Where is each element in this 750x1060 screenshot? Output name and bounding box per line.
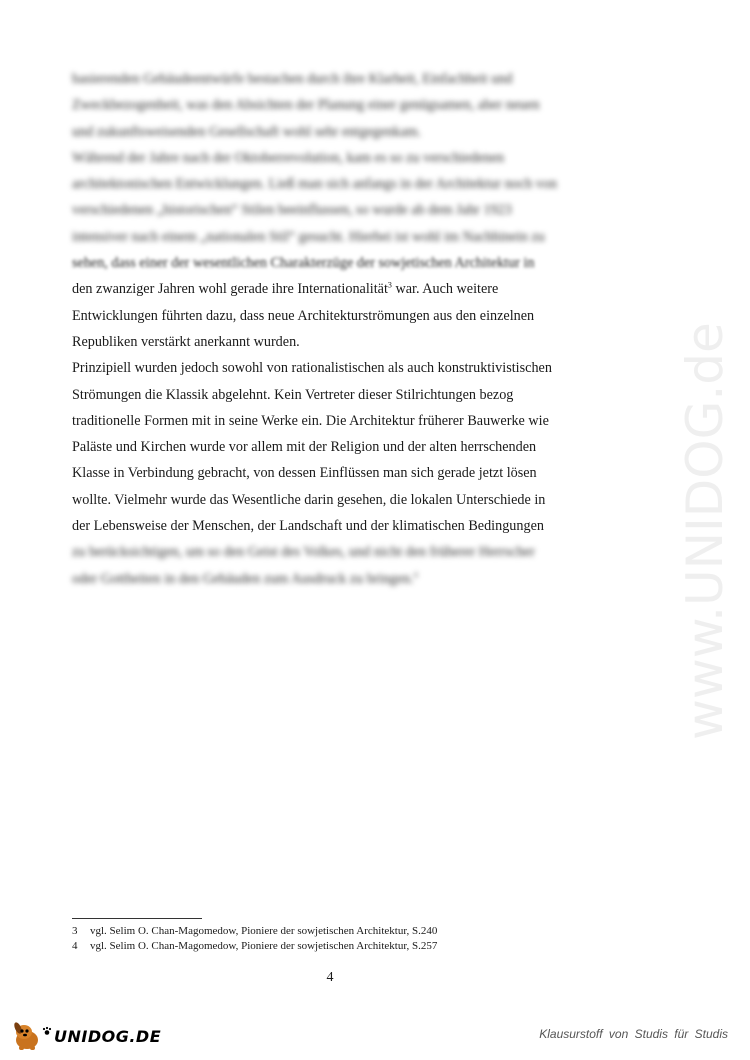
text-line-continuation: war. Auch weitere: [391, 281, 499, 298]
footer-tagline: Klausurstoff von Studis für Studis: [539, 1027, 728, 1041]
dog-icon: [10, 1020, 44, 1052]
footnotes: [72, 924, 437, 954]
text-line: [72, 92, 602, 118]
text-line-content: den zwanziger Jahren wohl gerade ihre Internationalität: [72, 281, 388, 298]
text-line-content: Entwicklungen führten dazu, dass neue Architekturströmungen aus den einzelnen: [72, 307, 535, 324]
text-line-content: der Lebensweise der Menschen, der Landschaft und der klimatischen Bedingungen: [72, 518, 544, 535]
text-line: [72, 487, 602, 513]
text-line-content: Paläste und Kirchen wurde vor allem mit der Religion und der alten herrschenden: [72, 439, 537, 456]
text-line-content: Prinzipiell wurden jedoch sowohl von rationalistischen als auch konstruktivistischen: [72, 360, 552, 377]
text-line-content: Zweckbezogenheit, was den Absichten der Planung einer genügsamen, aber neuen: [72, 97, 540, 114]
text-line-content: Während der Jahre nach der Oktoberrevolution, kam es so zu verschiedenen: [72, 149, 505, 166]
text-line-content: oder Gottheiten in den Gebäuden zum Ausdruck zu bringen.: [72, 570, 414, 587]
text-line: [72, 66, 602, 92]
text-line-content: verschiedenen „historischen“ Stilen beeinflussen, so wurde ab dem Jahr 1923: [72, 202, 512, 219]
text-line-content: basierenden Gebäudeentwürfe bestachen durch ihre Klarheit, Einfachheit und: [72, 71, 513, 87]
footnote-number: 3: [72, 925, 78, 937]
footnote: [72, 924, 437, 939]
text-line: [72, 566, 602, 592]
watermark: www.UNIDOG.de: [676, 322, 734, 740]
footnote-text: vgl. Selim O. Chan-Magomedow, Pioniere der sowjetischen Architektur, S.240: [90, 925, 438, 937]
paw-icon: [42, 1026, 52, 1036]
unidog-logo[interactable]: [10, 1020, 161, 1052]
logo-text: UNIDOG.DE: [54, 1026, 162, 1046]
text-line: [72, 276, 602, 302]
text-line-content: traditionelle Formen mit in seine Werke ein. Die Architektur früherer Bauwerke wie: [72, 412, 549, 429]
text-line-content: architektonischen Entwicklungen. Ließ man sich anfangs in der Architektur noch von: [72, 176, 557, 193]
footnote-text: vgl. Selim O. Chan-Magomedow, Pioniere der sowjetischen Architektur, S.257: [90, 940, 438, 952]
text-line: [72, 329, 602, 355]
text-line-content: Strömungen die Klassik abgelehnt. Kein Vertreter dieser Stilrichtungen bezog: [72, 386, 514, 403]
text-line-content: zu berücksichtigen, um so den Geist des Volkes, und nicht den früherer Herrscher: [72, 544, 535, 561]
body-text: [72, 66, 602, 592]
text-line: [72, 224, 602, 250]
footnote-separator: [72, 918, 202, 919]
text-line: [72, 355, 602, 381]
text-line: [72, 539, 602, 565]
text-line: [72, 408, 602, 434]
text-line: [72, 250, 602, 276]
text-line-content: Klasse in Verbindung gebracht, von dessen Einflüssen man sich gerade jetzt lösen: [72, 465, 537, 482]
text-line: [72, 303, 602, 329]
text-line: [72, 513, 602, 539]
text-line-content: wollte. Vielmehr wurde das Wesentliche darin gesehen, die lokalen Unterschiede in: [72, 491, 546, 508]
text-line: [72, 382, 602, 408]
text-line-content: Republiken verstärkt anerkannt wurden.: [72, 333, 300, 350]
text-line: [72, 171, 602, 197]
text-line: [72, 145, 602, 171]
footnote-marker: 3: [387, 280, 392, 290]
footnote: [72, 939, 437, 954]
text-line: [72, 460, 602, 486]
text-line: [72, 119, 602, 145]
text-line: [72, 197, 602, 223]
text-line-content: sehen, dass einer der wesentlichen Charakterzüge der sowjetischen Architektur in: [72, 255, 535, 272]
text-line-content: und zukunftsweisenden Gesellschaft wohl sehr entgegenkam.: [72, 123, 422, 140]
footnote-number: 4: [72, 940, 78, 952]
text-line: [72, 434, 602, 460]
page-number: 4: [326, 970, 334, 985]
footnote-marker: 4: [413, 569, 418, 579]
text-line-content: intensiver nach einem „nationalen Stil“ gesucht. Hierbei ist wohl im Nachhinein zu: [72, 228, 545, 245]
